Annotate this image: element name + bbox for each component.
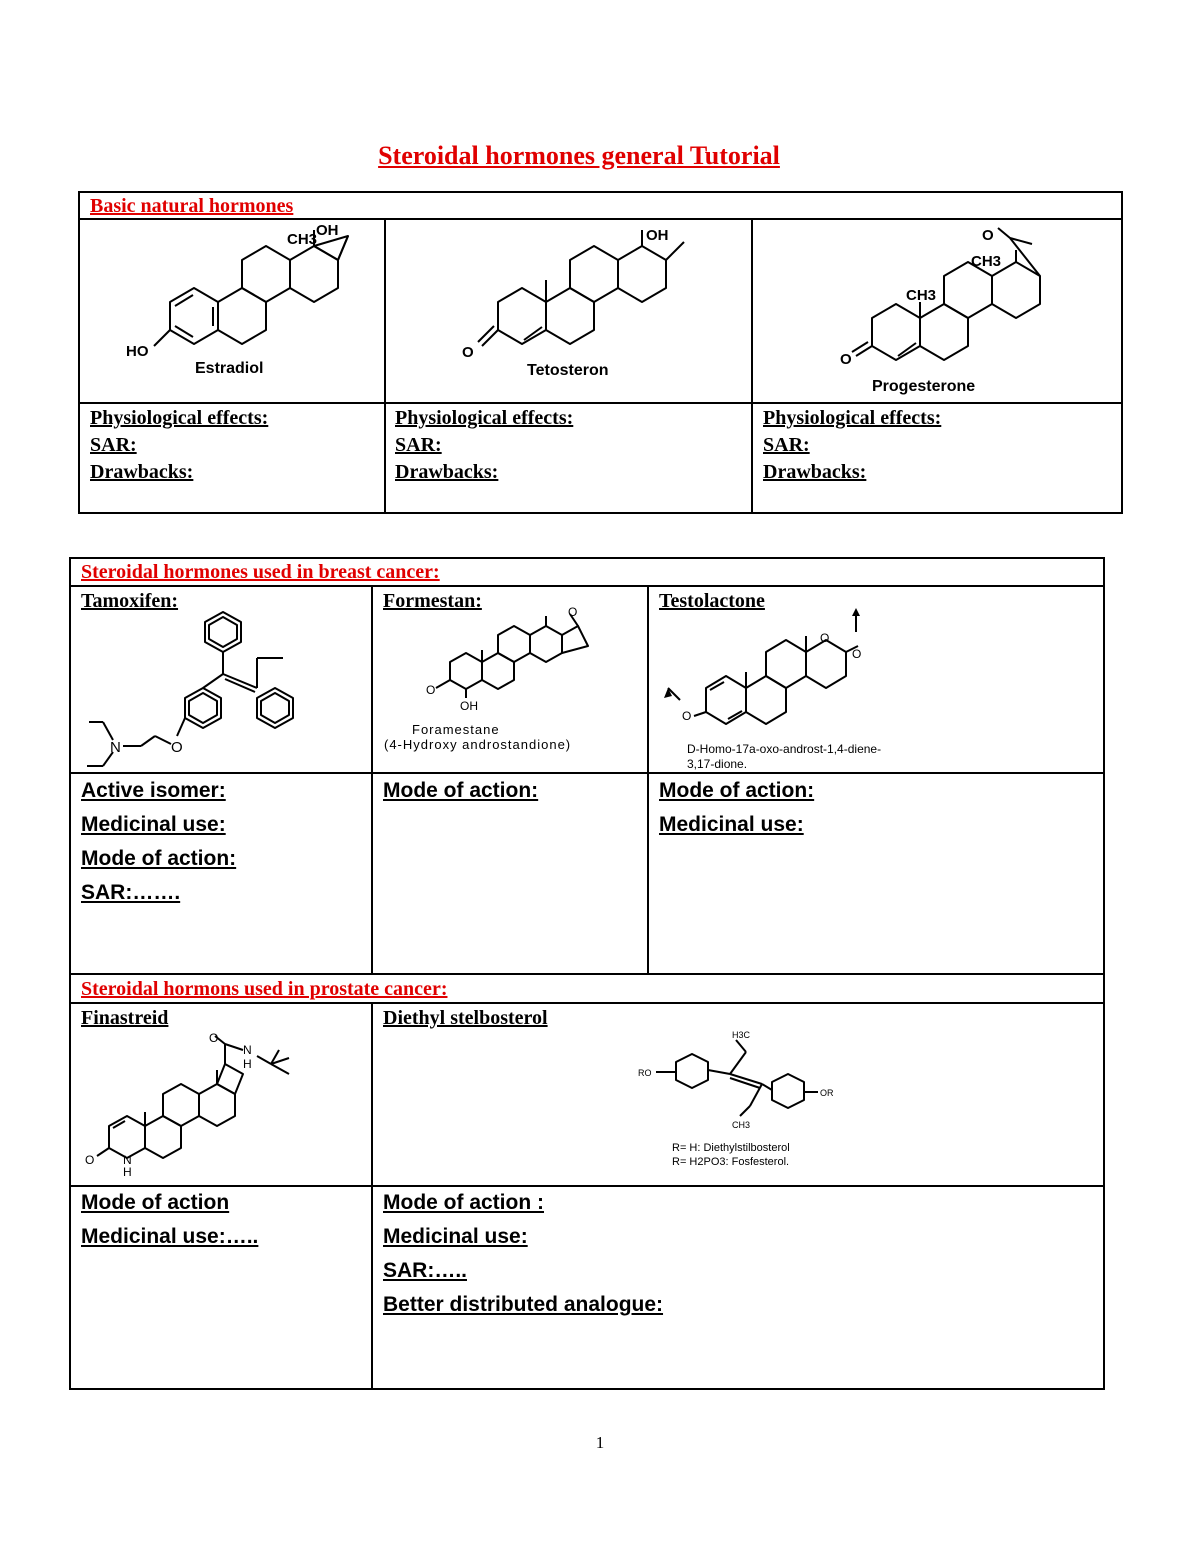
- field-mode-of-action: Mode of action:: [383, 779, 539, 802]
- field-drawbacks: Drawbacks:: [90, 461, 194, 483]
- field-physiological-effects: Physiological effects:: [90, 407, 269, 429]
- progesterone-label-o-top: O: [982, 227, 994, 244]
- field-sar: SAR:: [763, 434, 810, 456]
- testosterone-label-oh: OH: [646, 227, 669, 244]
- progesterone-label-o-bottom: O: [840, 351, 852, 368]
- testolactone-label-o-left: O: [682, 709, 692, 723]
- formestan-label-o-left: O: [426, 683, 436, 697]
- finastreid-label-o-lactam: O: [85, 1153, 95, 1167]
- field-drawbacks: Drawbacks:: [763, 461, 867, 483]
- field-medicinal-use: Medicinal use:: [383, 1225, 528, 1248]
- field-mode-of-action: Mode of action:: [81, 847, 237, 870]
- diethyl-label-ch3: CH3: [732, 1120, 751, 1130]
- field-physiological-effects: Physiological effects:: [395, 407, 574, 429]
- finastreid-label-o-amide: O: [209, 1031, 219, 1045]
- formestan-label-o-top: O: [568, 605, 578, 619]
- estradiol-label-ho: HO: [126, 343, 149, 360]
- testolactone-structure: [660, 612, 880, 732]
- field-mode-of-action: Mode of action :: [383, 1191, 544, 1214]
- tamoxifen-name: Tamoxifen:: [81, 590, 179, 612]
- field-mode-of-action: Mode of action: [81, 1191, 230, 1214]
- field-sar: SAR:…….: [81, 881, 181, 904]
- field-medicinal-use: Medicinal use:…..: [81, 1225, 259, 1248]
- field-sar: SAR:…..: [383, 1259, 467, 1282]
- testolactone-label-o-ketone: O: [852, 647, 862, 661]
- finastreid-name: Finastreid: [81, 1007, 169, 1029]
- estradiol-name: Estradiol: [195, 360, 264, 377]
- finastreid-label-h-lactam: H: [123, 1165, 132, 1179]
- natural-hormones-header: Basic natural hormones: [90, 195, 294, 217]
- field-physiological-effects: Physiological effects:: [763, 407, 942, 429]
- formestan-name: Formestan:: [383, 590, 482, 612]
- diethyl-label-ro: RO: [638, 1068, 652, 1078]
- field-medicinal-use: Medicinal use:: [659, 813, 804, 836]
- finastreid-label-n-lactam: N: [123, 1153, 132, 1167]
- diethyl-caption-2: R= H2PO3: Fosfesterol.: [672, 1156, 790, 1168]
- finastreid-label-n-amide: N: [243, 1043, 252, 1057]
- field-sar: SAR:: [395, 434, 442, 456]
- finastreid-label-h-amide: H: [243, 1057, 252, 1071]
- diethyl-structure: [636, 1030, 856, 1140]
- diethyl-label-h3c: H3C: [732, 1030, 751, 1040]
- field-active-isomer: Active isomer:: [81, 779, 226, 802]
- field-medicinal-use: Medicinal use:: [81, 813, 226, 836]
- tamoxifen-label-o: O: [171, 739, 183, 756]
- page-number: 1: [595, 1433, 605, 1452]
- finastreid-structure: [85, 1030, 305, 1179]
- diethyl-label-or: OR: [820, 1088, 834, 1098]
- breast-cancer-header: Steroidal hormones used in breast cancer:: [81, 561, 440, 583]
- field-mode-of-action: Mode of action:: [659, 779, 815, 802]
- progesterone-label-ch3-1: CH3: [971, 253, 1002, 270]
- formestan-caption-2: (4-Hydroxy androstandione): [384, 737, 572, 752]
- progesterone-label-ch3-2: CH3: [906, 287, 937, 304]
- formestan-label-oh: OH: [460, 699, 478, 713]
- progesterone-name: Progesterone: [872, 378, 976, 395]
- testolactone-name: Testolactone: [659, 590, 765, 612]
- testolactone-label-o-ring: O: [820, 631, 830, 645]
- field-drawbacks: Drawbacks:: [395, 461, 499, 483]
- testosterone-name: Tetosteron: [527, 362, 609, 379]
- field-better-distributed-analogue: Better distributed analogue:: [383, 1293, 664, 1316]
- diethyl-caption-1: R= H: Diethylstilbosterol: [672, 1142, 790, 1154]
- tamoxifen-label-n: N: [110, 739, 121, 756]
- progesterone-structure: [838, 222, 1078, 382]
- field-sar: SAR:: [90, 434, 137, 456]
- formestan-caption-1: Foramestane: [412, 722, 500, 737]
- testosterone-structure: [458, 222, 698, 372]
- estradiol-label-ch3: CH3: [287, 231, 318, 248]
- diethyl-name: Diethyl stelbosterol: [383, 1007, 548, 1029]
- estradiol-label-oh: OH: [316, 222, 339, 239]
- page-title: Steroidal hormones general Tutorial: [378, 141, 780, 170]
- prostate-cancer-header: Steroidal hormons used in prostate cancer:: [81, 978, 448, 1000]
- testolactone-caption-1: D-Homo-17a-oxo-androst-1,4-diene-: [687, 742, 882, 756]
- formestan-structure: [420, 605, 620, 713]
- testolactone-caption-2: 3,17-dione.: [687, 757, 748, 771]
- tamoxifen-structure: [85, 612, 315, 772]
- testosterone-label-o: O: [462, 344, 474, 361]
